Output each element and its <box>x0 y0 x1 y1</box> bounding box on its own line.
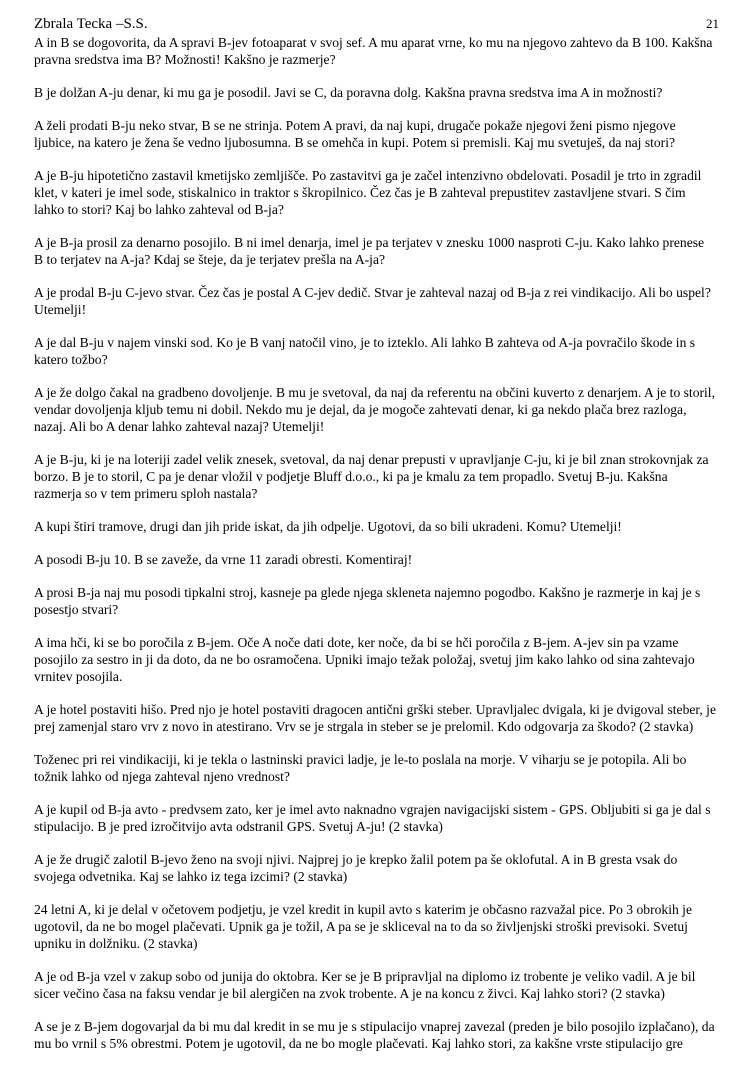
page-header <box>34 14 719 34</box>
exercise-paragraph: A je B-ja prosil za denarno posojilo. B ni imel denarja, imel je pa terjatev v znesku 1000 nasproti C-ju. Kako lahko prenese B to terjatev na A-ja? Kdaj se šteje, da je terjatev prešla na A-ja? <box>34 235 705 267</box>
exercise-paragraph: A je B-ju hipotetično zastavil kmetijsko zemljišče. Po zastavitvi ga je začel intenzivno obdelovati. Posadil je trto in zgradil klet, v kateri je imel sode, stiskalnico in traktor s škropilnico. Čez čas je B zahteval prepustitev zastavljene stvari. S čim lahko to stori? Kaj bo lahko zahteval od B-ja? <box>34 168 702 217</box>
exercise-list <box>34 34 716 1052</box>
exercise-paragraph: A je prodal B-ju C-jevo stvar. Čez čas je postal A C-jev dedič. Stvar je zahteval nazaj od B-ja z rei vindikacijo. Ali bo uspel? Utemelji! <box>34 285 711 317</box>
exercise-paragraph: A je kupil od B-ja avto - predvsem zato, ker je imel avto naknadno vgrajen navigacijski sistem - GPS. Obljubiti si ga je dal s stipulacijo. B je pred izročitvijo avta odstranil GPS. Svetuj A-ju! (2 stavka) <box>34 802 711 834</box>
exercise-paragraph: A prosi B-ja naj mu posodi tipkalni stroj, kasneje pa glede njega skleneta najemno pogodbo. Kakšno je razmerje in kaj je s posestjo stvari? <box>34 585 701 617</box>
exercise-paragraph: A posodi B-ju 10. B se zaveže, da vrne 11 zaradi obresti. Komentiraj! <box>34 552 413 567</box>
exercise-paragraph: A ima hči, ki se bo poročila z B-jem. Oče A noče dati dote, ker noče, da bi se hči poročila z B-jem. A-jev sin pa vzame posojilo za sestro in ji da doto, da ne bo osramočena. Upniki imajo težak položaj, svetuj jim kako lahko od sina zahtevajo vrnitev posojila. <box>34 635 695 684</box>
exercise-paragraph: A je že drugič zalotil B-jevo ženo na svoji njivi. Najprej jo je krepko žalil potem pa še oklofutal. A in B gresta vsak do svojega odvetnika. Kaj se lahko iz tega izcimi? (2 stavka) <box>34 852 678 884</box>
document-title: Zbrala Tecka –S.S. <box>34 16 148 32</box>
exercise-paragraph: 24 letni A, ki je delal v očetovem podjetju, je vzel kredit in kupil avto s katerim je občasno razvažal pice. Po 3 obrokih je ugotovil, da ne bo mogel plačevati. Upnik ga je tožil, A pa se je skliceval na to da so življenjski stroški previsoki. Svetuj upniku in dolžniku. (2 stavka) <box>34 902 692 951</box>
exercise-paragraph: A kupi štiri tramove, drugi dan jih pride iskat, da jih odpelje. Ugotovi, da so bili ukradeni. Komu? Utemelji! <box>34 519 622 534</box>
document-page <box>34 14 719 1068</box>
exercise-paragraph: Toženec pri rei vindikaciji, ki je tekla o lastninski pravici ladje, je le-to poslala na morje. V viharju se je potopila. Ali bo tožnik lahko od njega zahteval njeno vrednost? <box>34 752 687 784</box>
exercise-paragraph: A je že dolgo čakal na gradbeno dovoljenje. B mu je svetoval, da naj da referentu na občini kuverto z denarjem. A je to storil, vendar dovoljenja kljub temu ni dobil. Nekdo mu je dejal, da je mogoče zahtevati denar, ki ga nekdo plača brez razloga, nazaj. Ali bo A denar lahko zahteval nazaj? Utemelji! <box>34 385 715 434</box>
exercise-paragraph: A in B se dogovorita, da A spravi B-jev fotoaparat v svoj sef. A mu aparat vrne, ko mu na njegovo zahtevo da B 100. Kakšna pravna sredstva ima B? Možnosti! Kakšno je razmerje? <box>34 35 713 67</box>
exercise-paragraph: B je dolžan A-ju denar, ki mu ga je posodil. Javi se C, da poravna dolg. Kakšna pravna sredstva ima A in možnosti? <box>34 85 663 100</box>
page-number: 21 <box>706 16 719 31</box>
exercise-paragraph: A želi prodati B-ju neko stvar, B se ne strinja. Potem A pravi, da naj kupi, drugače pokaže njegovi ženi pismo njegove ljubice, na katero je žena še vedno ljubosumna. B se omehča in kupi. Potem si premisli. Kaj mu svetuješ, da naj stori? <box>34 118 676 150</box>
exercise-paragraph: A je hotel postaviti hišo. Pred njo je hotel postaviti dragocen antični grški steber. Upravljalec dvigala, ki je dvigoval steber, je prej zamenjal staro vrv z novo in atestirano. Vrv se je strgala in steber se je prelomil. Kdo odgovarja za škodo? (2 stavka) <box>34 702 716 734</box>
exercise-paragraph: A je B-ju, ki je na loteriji zadel velik znesek, svetoval, da naj denar prepusti v upravljanje C-ju, ki je bil znan strokovnjak za borzo. B je to storil, C pa je denar vložil v podjetje Bluff d.o.o., ki pa je kmalu za tem propadlo. Svetuj B-ju. Kakšna razmerja so v tem primeru sploh nastala? <box>34 452 709 501</box>
exercise-paragraph: A je od B-ja vzel v zakup sobo od junija do oktobra. Ker se je B pripravljal na diplomo iz trobente je veliko vadil. A je bil sicer večino časa na faksu vendar je bil alergičen na zvok trobente. A je na koncu z živci. Kaj lahko stori? (2 stavka) <box>34 969 696 1001</box>
exercise-paragraph: A se je z B-jem dogovarjal da bi mu dal kredit in se mu je s stipulacijo vnaprej zavezal (preden je bilo posojilo izplačano), da mu bo vrnil s 5% obrestmi. Potem je ugotovil, da ne bo mogle plačevati. Kaj lahko stori, za kakšne vrste stipulacijo gre <box>34 1019 715 1051</box>
exercise-paragraph: A je dal B-ju v najem vinski sod. Ko je B vanj natočil vino, je to izteklo. Ali lahko B zahteva od A-ja povračilo škode in s katero tožbo? <box>34 335 696 367</box>
